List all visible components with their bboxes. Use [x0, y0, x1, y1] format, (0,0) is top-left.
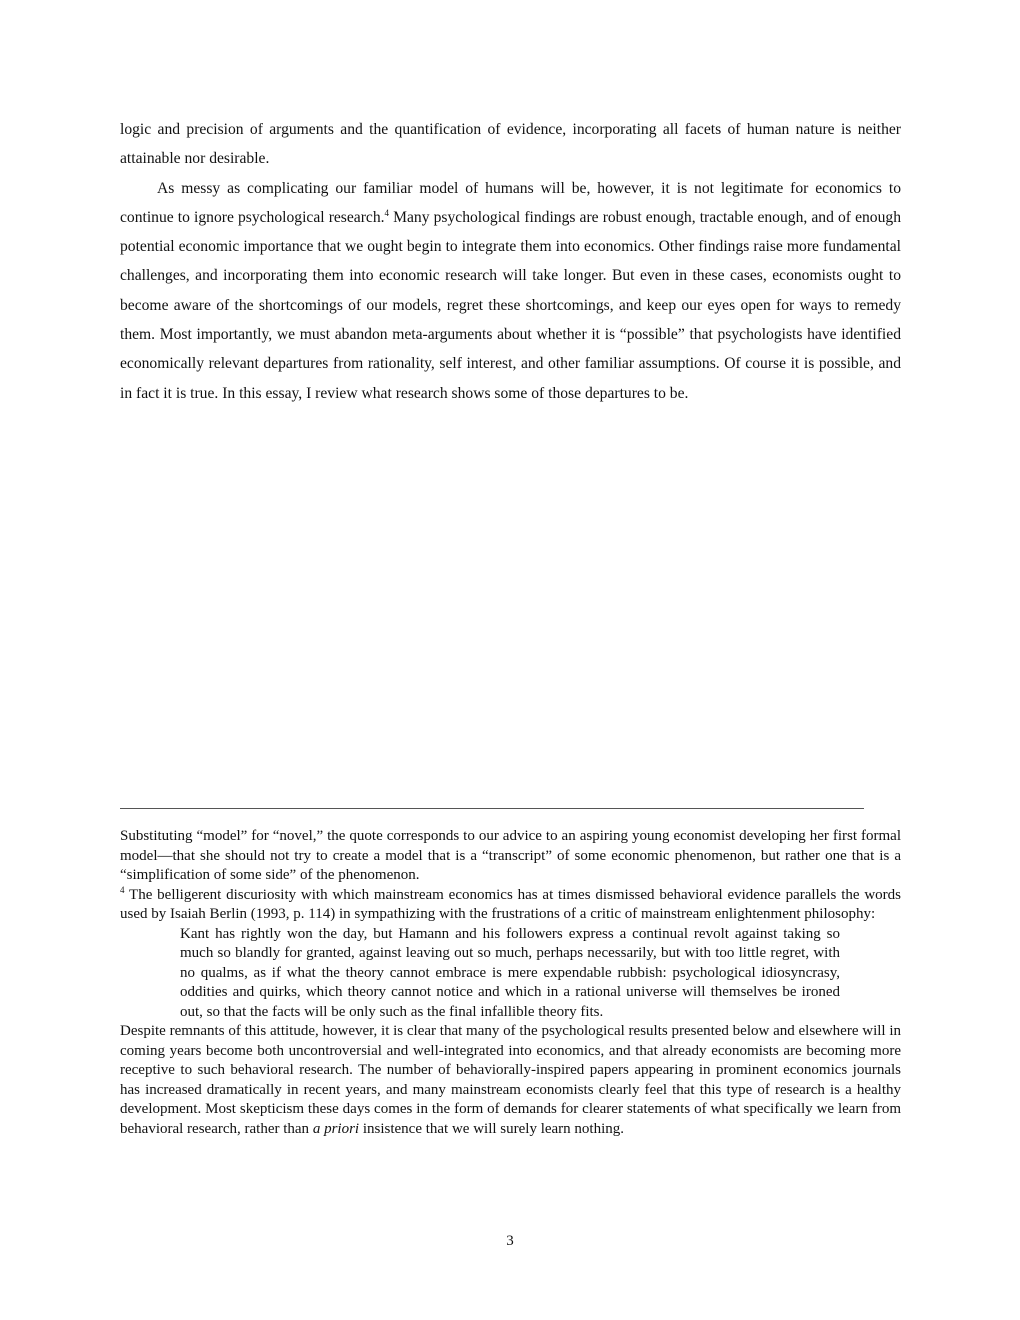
block-quote: Kant has rightly won the day, but Hamann and his followers express a continual revolt against taking so much so blandly for granted, against leaving out so much, perhaps necessarily, but with too little regret, with no qualms, as if what the theory cannot embrace is mere expendable rubbish: psychological idiosyncrasy, oddities and quirks, which theory cannot notice and which in a rational universe will themselves be ironed out, so that the facts will be only such as the final infallible theory fits.: [180, 925, 840, 1020]
paragraph-2: [120, 174, 901, 408]
paragraph-2-text-b: Many psychological findings are robust enough, tractable enough, and of enough potential economic importance that we ought begin to integrate them into economics. Other findings raise more fundamental challenges, and incorporating them into economic research will take longer. But even in these cases, economists ought to become aware of the shortcomings of our models, regret these shortcomings, and keep our eyes open for ways to remedy them. Most importantly, we must abandon meta-arguments about whether it is “possible” that psychologists have identified economically relevant departures from rationality, self interest, and other familiar assumptions. Of course it is possible, and in fact it is true. In this essay, I review what research shows some of those departures to be.: [120, 208, 901, 402]
paragraph-1: logic and precision of arguments and the quantification of evidence, incorporating all facets of human nature is neither attainable nor desirable.: [120, 121, 901, 168]
main-body-text: [120, 115, 901, 408]
footnotes-section: [120, 827, 901, 1139]
footnote-continued: Substituting “model” for “novel,” the quote corresponds to our advice to an aspiring young economist developing her first formal model—that she should not try to create a model that is a “transcript” of some economic phenomenon, but rather one that is a “simplification of some side” of the phenomenon.: [120, 828, 901, 883]
footnote-4-continuation-text: Despite remnants of this attitude, however, it is clear that many of the psychological results presented below and elsewhere will in coming years become both uncontroversial and well-integrated into economics, and that already economists are becoming more receptive to such behavioral research. The number of behaviorally-inspired papers appearing in prominent economics journals has increased dramatically in recent years, and many mainstream economists clearly feel that this type of research is a healthy development. Most skepticism these days comes in the form of demands for clearer statements of what specifically we learn from behavioral research, rather than: [120, 1023, 901, 1137]
paragraph-2-text-a: As messy as complicating our familiar model of humans will be, however, it is not legitimate for economics to continue to ignore psychological research.: [120, 179, 901, 226]
footnote-ref-4[interactable]: 4: [384, 207, 390, 218]
footnote-4-number: 4: [120, 884, 125, 895]
footnote-4: [120, 886, 901, 925]
italic-a-priori: a priori: [312, 1120, 360, 1137]
footnote-4-continuation: [120, 1022, 901, 1139]
footnote-4-continuation-end: insistence that we will surely learn nothing.: [359, 1120, 625, 1137]
page-number: 3: [506, 1233, 514, 1249]
footnote-separator: [120, 808, 864, 809]
footnote-4-text: The belligerent discuriosity with which mainstream economics has at times dismissed behavioral evidence parallels the words used by Isaiah Berlin (1993, p. 114) in sympathizing with the frustrations of a critic of mainstream enlightenment philosophy:: [120, 886, 901, 922]
